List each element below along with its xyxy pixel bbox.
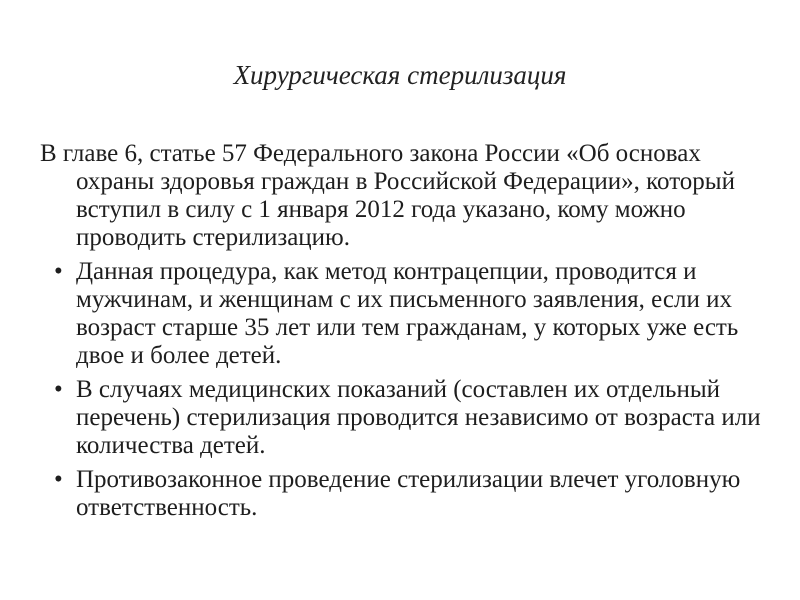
bullet-item (40, 466, 770, 522)
bullet-item (40, 376, 770, 460)
bullet-text: В случаях медицинских показаний (составлен их отдельный перечень) стерилизация проводится независимо от возраста или количества детей. (76, 376, 761, 459)
bullet-marker: • (54, 258, 63, 285)
slide-body (40, 140, 770, 528)
bullet-item (40, 258, 770, 370)
intro-text: В главе 6, статье 57 Федерального закона России «Об основах охраны здоровья граждан в Российской Федерации», который вступил в силу с 1 января 2012 года указано, кому можно проводить стерилизацию. (40, 140, 735, 251)
bullet-text: Противозаконное проведение стерилизации влечет уголовную ответственность. (76, 466, 741, 521)
slide-title: Хирургическая стерилизация (233, 60, 567, 90)
bullet-marker: • (54, 466, 63, 493)
intro-paragraph (40, 140, 770, 252)
bullet-text: Данная процедура, как метод контрацепции, проводится и мужчинам, и женщинам с их письменного заявления, если их возраст старше 35 лет или тем гражданам, у которых уже есть двое и более детей. (76, 258, 739, 369)
bullet-marker: • (54, 376, 63, 403)
